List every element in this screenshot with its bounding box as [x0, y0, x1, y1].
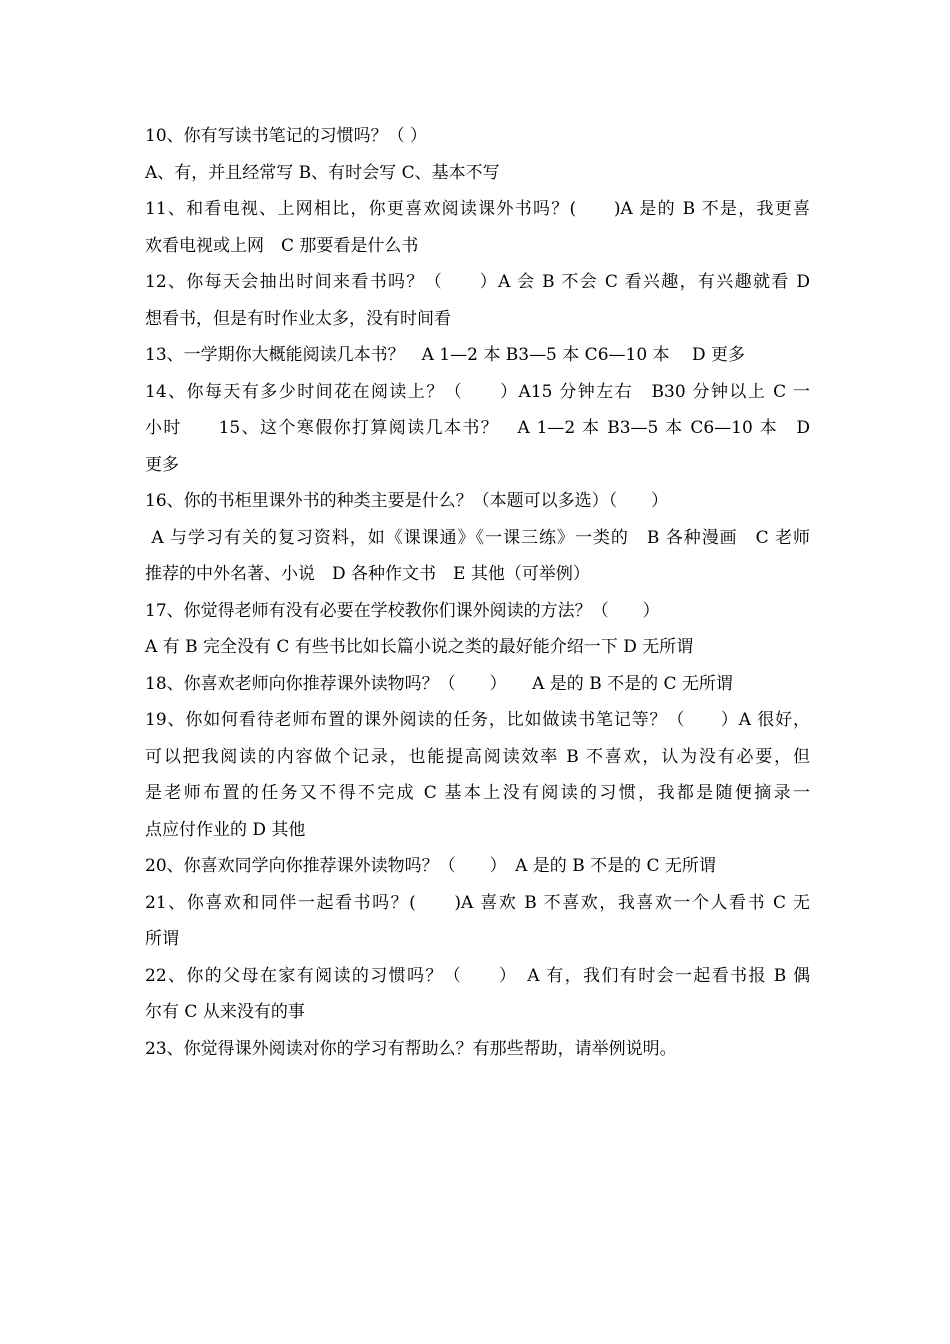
question-15-continued: 更多 — [145, 454, 179, 475]
question-22-continued: 尔有 C 从来没有的事 — [145, 1002, 305, 1022]
question-21-continued: 所谓 — [145, 929, 179, 949]
question-21: 21、你喜欢和同伴一起看书吗？( )A 喜欢 B 不喜欢，我喜欢一个人看书 C 无 — [145, 892, 810, 913]
question-16-options: A 与学习有关的复习资料，如《课课通》《一课三练》一类的 B 各种漫画 C 老师 — [145, 527, 810, 548]
question-18: 18、你喜欢老师向你推荐课外读物吗？（ ） A 是的 B 不是的 C 无所谓 — [145, 673, 733, 694]
question-19: 19、你如何看待老师布置的课外阅读的任务，比如做读书笔记等？（ ）A 很好， — [145, 710, 810, 730]
question-17-options: A 有 B 完全没有 C 有些书比如长篇小说之类的最好能介绍一下 D 无所谓 — [145, 637, 694, 657]
question-10-options: A、有，并且经常写 B、有时会写 C、基本不写 — [145, 162, 500, 183]
question-12-continued: 想看书，但是有时作业太多，没有时间看 — [145, 308, 451, 329]
question-11-continued: 欢看电视或上网 C 那要看是什么书 — [145, 235, 419, 256]
question-10: 10、你有写读书笔记的习惯吗？（ ） — [145, 126, 428, 146]
question-11: 11、和看电视、上网相比，你更喜欢阅读课外书吗？( )A 是的 B 不是，我更喜 — [145, 199, 810, 219]
question-12: 12、你每天会抽出时间来看书吗？（ ）A 会 B 不会 C 看兴趣，有兴趣就看 D — [145, 272, 810, 292]
question-19-continued-2: 是老师布置的任务又不得不完成 C 基本上没有阅读的习惯，我都是随便摘录一 — [145, 783, 810, 803]
question-13: 13、一学期你大概能阅读几本书？ A 1—2 本 B3—5 本 C6—10 本 D 更多 — [145, 345, 745, 365]
question-14: 14、你每天有多少时间花在阅读上？（ ）A15 分钟左右 B30 分钟以上 C 一 — [145, 381, 810, 402]
question-20: 20、你喜欢同学向你推荐课外读物吗？（ ） A 是的 B 不是的 C 无所谓 — [145, 856, 716, 876]
question-17: 17、你觉得老师有没有必要在学校教你们课外阅读的方法？（ ） — [145, 600, 660, 621]
question-14-15: 小时 15、这个寒假你打算阅读几本书？ A 1—2 本 B3—5 本 C6—10 本 D — [145, 418, 810, 438]
question-22: 22、你的父母在家有阅读的习惯吗？（ ） A 有，我们有时会一起看书报 B 偶 — [145, 965, 810, 986]
question-19-continued-3: 点应付作业的 D 其他 — [145, 819, 306, 840]
question-23: 23、你觉得课外阅读对你的学习有帮助么？有那些帮助，请举例说明。 — [145, 1038, 677, 1059]
question-16-options-continued: 推荐的中外名著、小说 D 各种作文书 E 其他（可举例） — [145, 564, 590, 584]
question-16: 16、你的书柜里课外书的种类主要是什么？（本题可以多选）（ ） — [145, 491, 669, 511]
questionnaire-body — [145, 118, 810, 1067]
question-19-continued-1: 可以把我阅读的内容做个记录，也能提高阅读效率 B 不喜欢，认为没有必要，但 — [145, 746, 810, 767]
